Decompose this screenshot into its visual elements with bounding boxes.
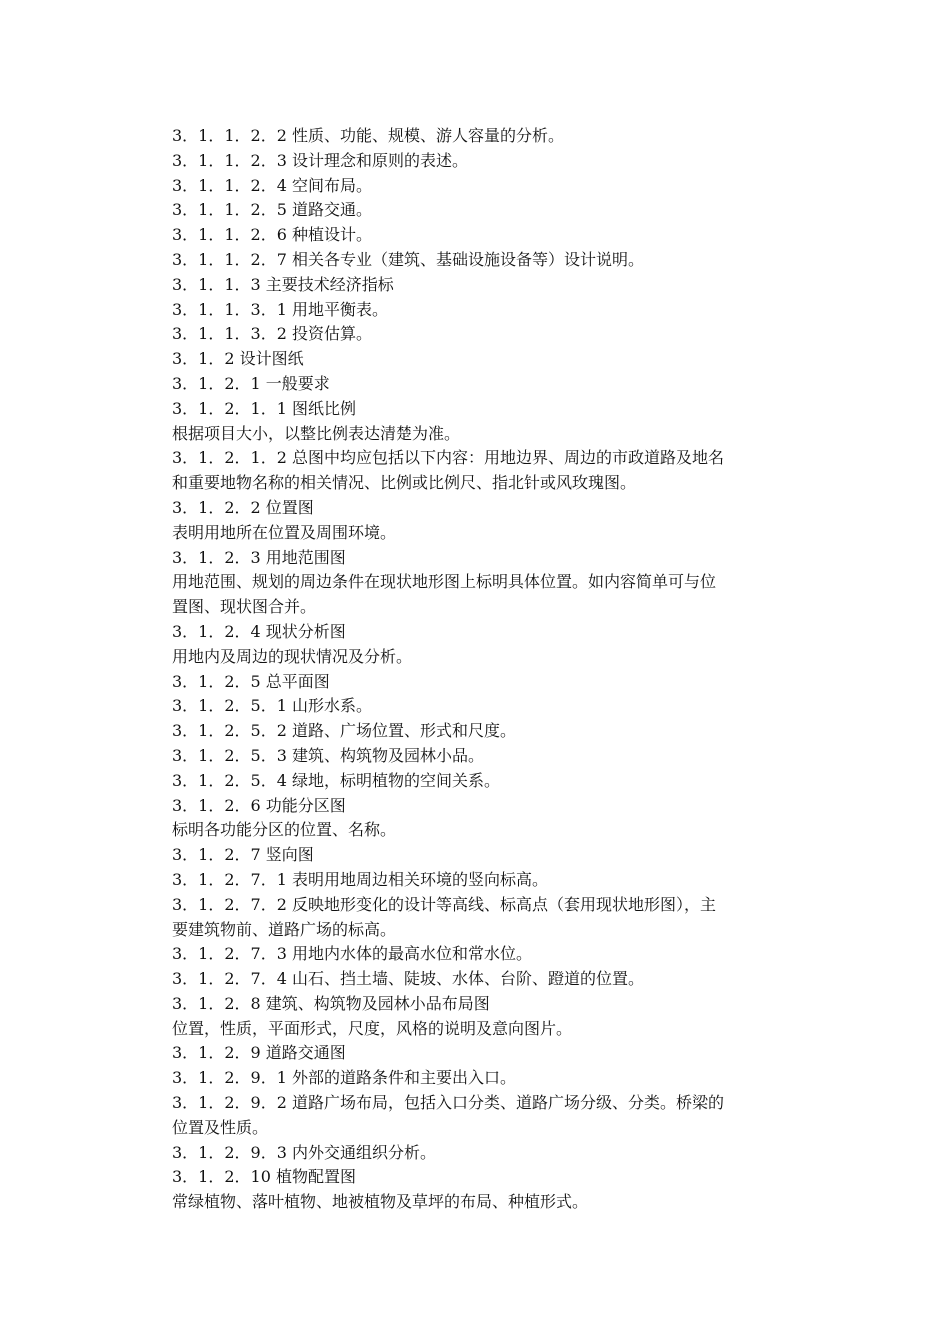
paragraph-line: 标明各功能分区的位置、名称。 bbox=[172, 820, 397, 840]
section-heading: 3．1．2．5 总平面图 bbox=[172, 671, 330, 691]
text-line: 3．1．2．5．4 绿地，标明植物的空间关系。 bbox=[172, 770, 500, 790]
paragraph-line: 置图、现状图合并。 bbox=[172, 597, 317, 617]
section-heading: 3．1．2．6 功能分区图 bbox=[172, 795, 346, 815]
text-line: 3．1．2．5．1 山形水系。 bbox=[172, 696, 372, 716]
text-line: 3．1．2．7．2 反映地形变化的设计等高线、标高点（套用现状地形图），主 bbox=[172, 894, 716, 914]
paragraph-line: 和重要地物名称的相关情况、比例或比例尺、指北针或风玫瑰图。 bbox=[172, 473, 637, 493]
text-line: 3．1．1．2．6 种植设计。 bbox=[172, 225, 372, 245]
paragraph-line: 用地内及周边的现状情况及分析。 bbox=[172, 646, 413, 666]
text-line: 3．1．1．3．1 用地平衡表。 bbox=[172, 299, 388, 319]
paragraph-line: 位置及性质。 bbox=[172, 1117, 269, 1137]
text-line: 3．1．2．7．4 山石、挡土墙、陡坡、水体、台阶、蹬道的位置。 bbox=[172, 969, 644, 989]
section-heading: 3．1．2．1．1 图纸比例 bbox=[172, 398, 356, 418]
text-line: 3．1．2．5．2 道路、广场位置、形式和尺度。 bbox=[172, 721, 516, 741]
section-heading: 3．1．2 设计图纸 bbox=[172, 349, 304, 369]
text-line: 3．1．2．5．3 建筑、构筑物及园林小品。 bbox=[172, 745, 484, 765]
paragraph-line: 位置，性质，平面形式，尺度，风格的说明及意向图片。 bbox=[172, 1018, 573, 1038]
section-heading: 3．1．2．4 现状分析图 bbox=[172, 621, 346, 641]
paragraph-line: 表明用地所在位置及周围环境。 bbox=[172, 522, 397, 542]
text-line: 3．1．1．2．4 空间布局。 bbox=[172, 175, 372, 195]
paragraph-line: 常绿植物、落叶植物、地被植物及草坪的布局、种植形式。 bbox=[172, 1192, 589, 1212]
text-line: 3．1．1．2．3 设计理念和原则的表述。 bbox=[172, 150, 468, 170]
text-line: 3．1．1．2．2 性质、功能、规模、游人容量的分析。 bbox=[172, 126, 564, 145]
text-line: 3．1．2．7．3 用地内水体的最高水位和常水位。 bbox=[172, 944, 532, 964]
text-line: 3．1．2．9．3 内外交通组织分析。 bbox=[172, 1142, 436, 1162]
section-heading: 3．1．2．9 道路交通图 bbox=[172, 1043, 346, 1063]
document-body bbox=[172, 124, 812, 1215]
section-heading: 3．1．2．7 竖向图 bbox=[172, 845, 314, 865]
paragraph-line: 用地范围、规划的周边条件在现状地形图上标明具体位置。如内容简单可与位 bbox=[172, 572, 717, 592]
section-heading: 3．1．2．8 建筑、构筑物及园林小品布局图 bbox=[172, 993, 490, 1013]
text-line: 3．1．1．3．2 投资估算。 bbox=[172, 324, 372, 344]
text-line: 3．1．2．9．1 外部的道路条件和主要出入口。 bbox=[172, 1068, 516, 1088]
section-heading: 3．1．1．3 主要技术经济指标 bbox=[172, 274, 394, 294]
paragraph-line: 根据项目大小，以整比例表达清楚为准。 bbox=[172, 423, 461, 443]
text-line: 3．1．2．1．2 总图中均应包括以下内容：用地边界、周边的市政道路及地名 bbox=[172, 448, 724, 468]
section-heading: 3．1．2．2 位置图 bbox=[172, 497, 314, 517]
text-line: 3．1．2．7．1 表明用地周边相关环境的竖向标高。 bbox=[172, 869, 548, 889]
paragraph-line: 要建筑物前、道路广场的标高。 bbox=[172, 919, 397, 939]
text-line: 3．1．1．2．5 道路交通。 bbox=[172, 200, 372, 220]
section-heading: 3．1．2．3 用地范围图 bbox=[172, 547, 346, 567]
text-line: 3．1．2．9．2 道路广场布局，包括入口分类、道路广场分级、分类。桥梁的 bbox=[172, 1093, 724, 1113]
text-line: 3．1．1．2．7 相关各专业（建筑、基础设施设备等）设计说明。 bbox=[172, 249, 644, 269]
section-heading: 3．1．2．10 植物配置图 bbox=[172, 1167, 356, 1187]
section-heading: 3．1．2．1 一般要求 bbox=[172, 373, 330, 393]
